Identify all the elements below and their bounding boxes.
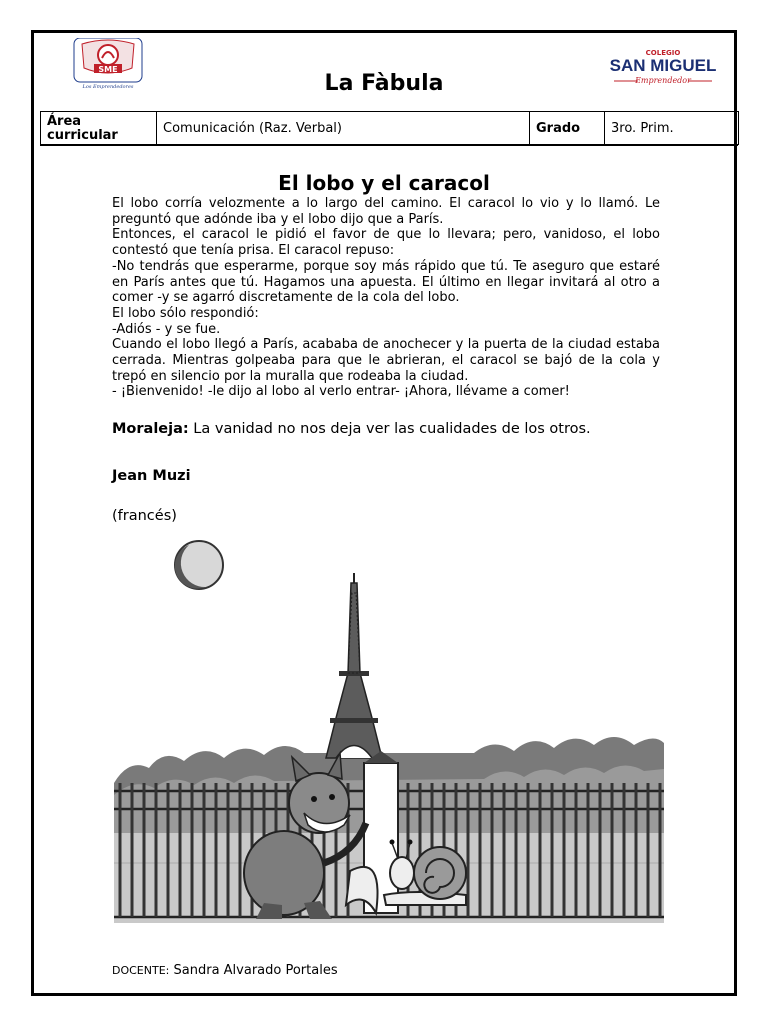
grade-value: 3ro. Prim.: [605, 112, 739, 145]
story-author: Jean Muzi: [112, 468, 191, 484]
story-paragraph: El lobo sólo respondió:: [112, 305, 259, 321]
story-paragraph: El lobo corría velozmente a lo largo del camino. El caracol lo vio y lo llamó. Le preguntó que adónde iba y el lobo dijo que a París.: [112, 196, 660, 227]
page-frame: [31, 30, 737, 996]
story-paragraph: -No tendrás que esperarme, porque soy más rápido que tú. Te aseguro que estaré en París antes que tú. Hagamos una apuesta. El último en llegar invitará al otro a comer -y se agarró discretamente de la cola del lobo.: [112, 258, 660, 306]
moral-label: Moraleja:: [112, 421, 189, 437]
san-miguel-logo: [608, 47, 718, 89]
moral-text: La vanidad no nos deja ver las cualidades de los otros.: [193, 421, 591, 437]
moral: [112, 421, 591, 437]
info-table: [40, 111, 739, 145]
area-value: Comunicación (Raz. Verbal): [157, 112, 530, 145]
page-title: La Fàbula: [324, 71, 444, 96]
story-origin: (francés): [112, 508, 177, 524]
header-divider: [40, 145, 738, 146]
story-paragraph: Cuando el lobo llegó a París, acababa de anochecer y la puerta de la ciudad estaba cerrada. Mientras golpeaba para que le abrieran, el caracol se bajó de la cola y trepó en silencio por la muralla que rodeaba la ciudad.: [112, 337, 660, 384]
story-paragraph: Entonces, el caracol le pidió el favor de que lo llevara; pero, vanidoso, el lobo contestó que tenía prisa. El caracol repuso:: [112, 227, 660, 259]
logo-right-name: SAN MIGUEL: [609, 56, 717, 75]
teacher-credit: [112, 963, 338, 978]
story-paragraph: -Adiós - y se fue.: [112, 321, 221, 337]
story-body: [112, 196, 660, 400]
story-paragraph: - ¡Bienvenido! -le dijo al lobo al verlo entrar- ¡Ahora, llévame a comer!: [112, 384, 570, 400]
wolf-snail-paris-illustration: [114, 533, 664, 923]
logo-right-top: COLEGIO: [645, 49, 681, 57]
logo-left-motto: Los Emprendedores: [82, 84, 134, 90]
story-title: El lobo y el caracol: [278, 171, 490, 195]
teacher-name: Sandra Alvarado Portales: [173, 963, 338, 978]
logo-left-text: SME: [98, 65, 118, 74]
grade-label: Grado: [530, 112, 605, 145]
teacher-label: DOCENTE:: [112, 964, 170, 977]
logo-right-tagline: Emprendedor: [635, 76, 691, 85]
area-label: Área curricular: [41, 112, 157, 145]
